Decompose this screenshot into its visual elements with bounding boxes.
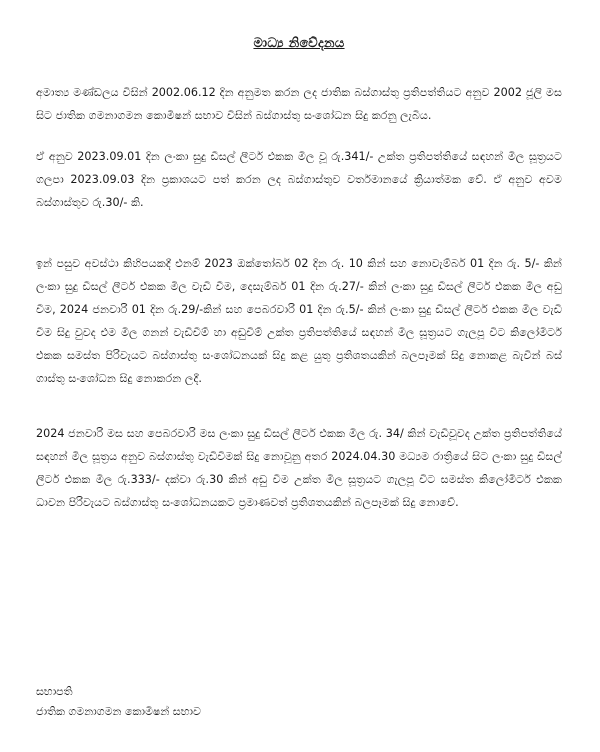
- document-title: මාධ්‍ය නිවේදනය: [253, 36, 345, 51]
- signature-role: සභාපති: [36, 685, 73, 698]
- signature-organization: ජාතික ගමනාගමන කොමිෂන් සභාව: [36, 705, 201, 718]
- signature-block: [36, 682, 201, 722]
- paragraph-4: 2024 ජනවාරි මස සහ පෙබරවාරි මස ලංකා සුදු ඩීසල් ලීටර් එකක මිල රු. 34/ කින් වැඩිවූවද උක්ත ප්‍රතිපත්තියේ සඳහන් මිල සූත්‍රය අනුව බස්ගාස්තු වැඩිවීමක් සිදු නොවූනු අතර 2024.04.30 මධ්‍යම රාත්‍රියේ සිට ලංකා සුදු ඩීසල් ලීටර් එකක මිල රු.333/- දක්වා රු.30 කින් අඩු වීම උක්ත මිල සූත්‍රයට ගැලපූ විට සමස්ත කිලෝමීටර් එකක ධාවන පිරිවැයට බස්ගාස්තු සංශෝධනයකට ප්‍රමාණවත් ප්‍රතිශතයකින් බලපෑමක් සිදු නොවේ.: [36, 427, 562, 509]
- paragraph-2: ඒ අනුව 2023.09.01 දින ලංකා සුදු ඩීසල් ලීටර් එකක මිල වූ රු.341/- උක්ත ප්‍රතිපත්තියේ සඳහන් මිල සූත්‍රයට ගලපා 2023.09.03 දින ප්‍රකාශයට පත් කරන ලද බස්ගාස්තුව වර්තමානයේ ක්‍රියාත්මක වේ. ඒ අනුව අවම බස්ගාස්තුව රු.30/- කි.: [36, 150, 562, 209]
- paragraph-1: අමාත්‍ය මණ්ඩලය විසින් 2002.06.12 දින අනුමත කරන ලද ජාතික බස්ගාස්තු ප්‍රතිපත්තියට අනුව 2002 ජූලි මස සිට ජාතික ගමනාගමන කොමිෂන් සභාව විසින් බස්ගාස්තු සංශෝධන සිදු කරනු ලැබිය.: [36, 86, 562, 122]
- paragraph-3: ඉන් පසුව අවස්ථා කිහිපයකදී එනම් 2023 ඔක්තෝබර් 02 දින රු. 10 කින් සහ නොවැම්බර් 01 දින රු. 5/- කින් ලංකා සුදු ඩීසල් ලීටර් එකක මිල වැඩි වීම, දෙසැම්බර් 01 දින රු.27/- කින් ලංකා සුදු ඩීසල් ලීටර් එකක මිල අඩු වීම, 2024 ජනවාරි 01 දින රු.29/-කින් සහ පෙබරවාරි 01 දින රු.5/- කින් ලංකා සුදු ඩීසල් ලීටර් එකක මිල වැඩි වීම සිදු වුවද එම මිල ගනන් වැඩිවීම් හා අඩුවීම් උක්ත ප්‍රතිපත්තියේ සඳහන් මිල සූත්‍රයට ගැලපූ විට කිලෝමීටර් එකක සමස්ත පිරිවැයට බස්ගාස්තු සංශෝධනයක් සිදු කළ යුතු ප්‍රතිශතයකින් බලපෑමක් සිදු නොකළ බැවින් බස් ගාස්තු සංශෝධන සිදු නොකරන ලදී.: [36, 257, 562, 385]
